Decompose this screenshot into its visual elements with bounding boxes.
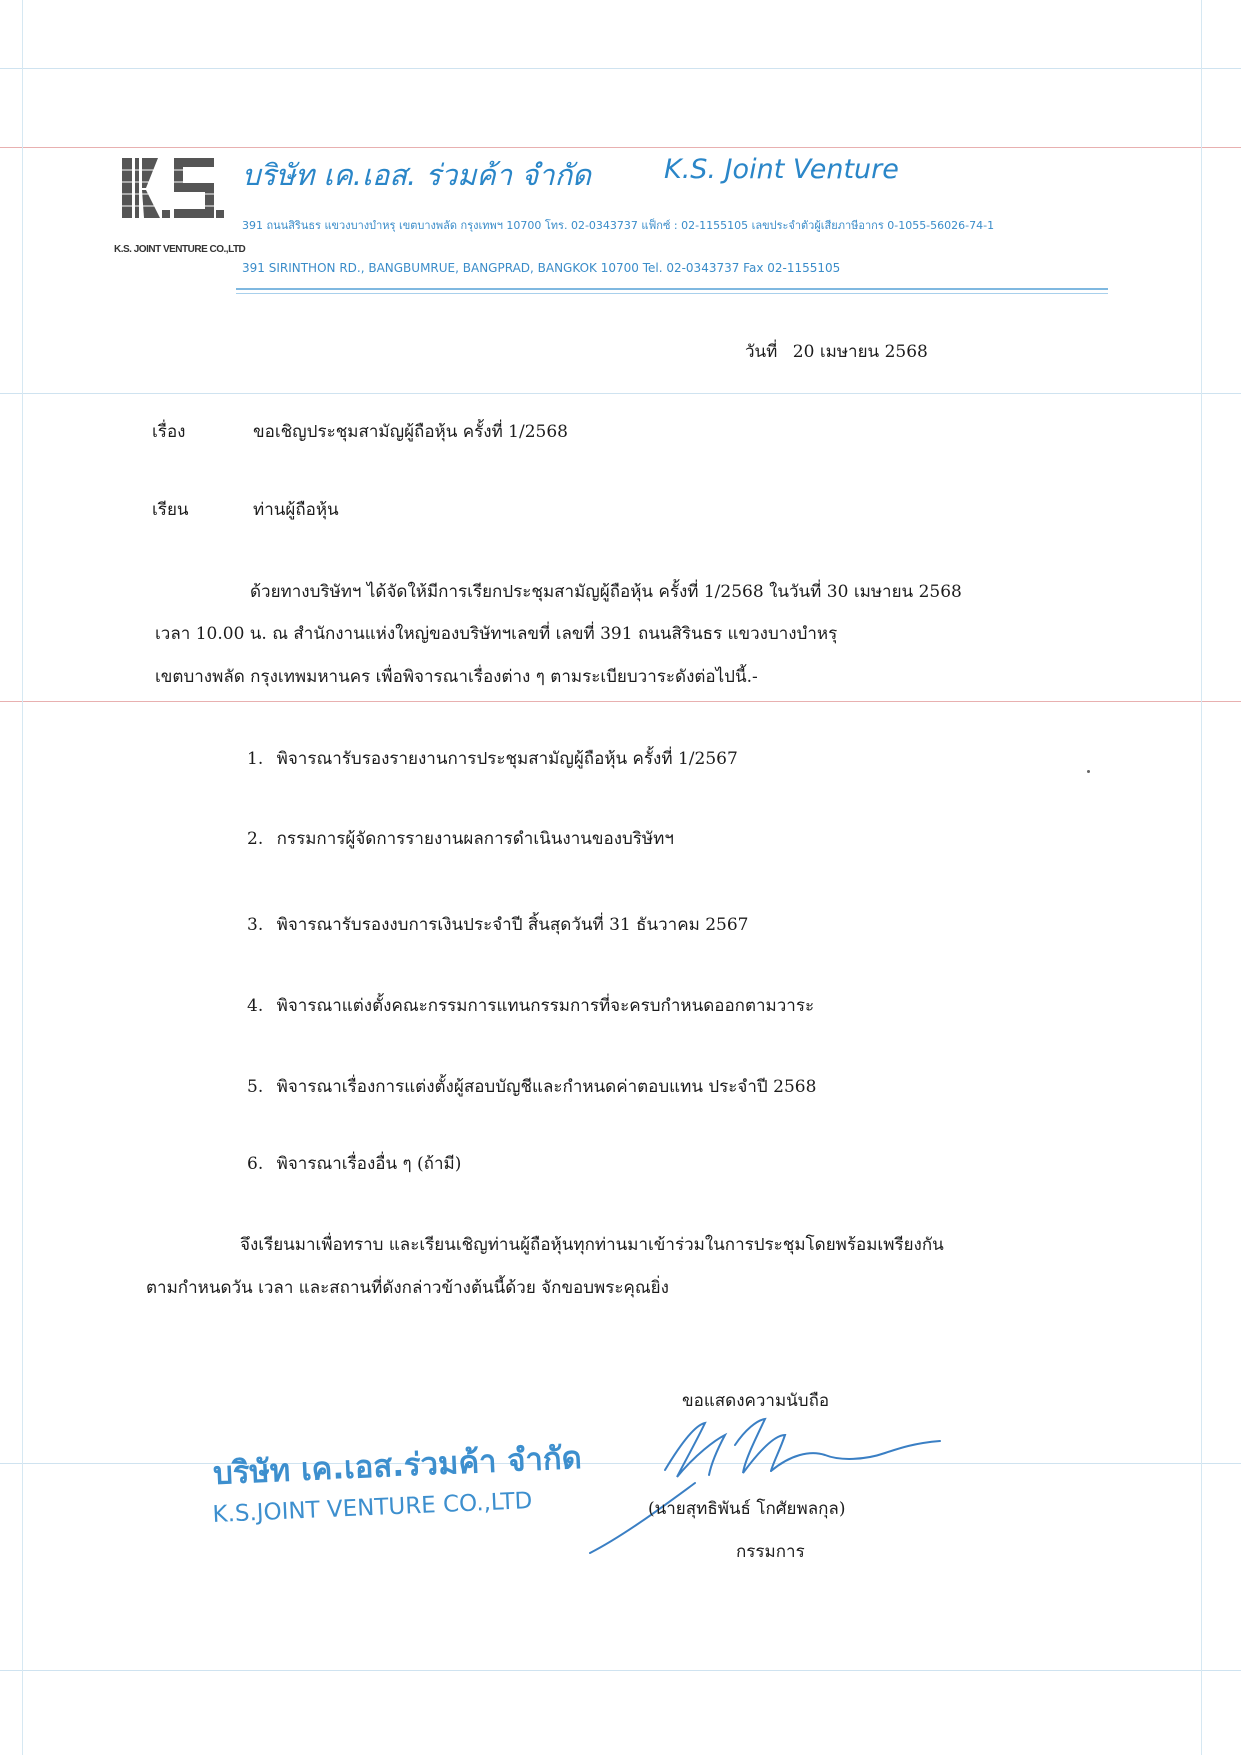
signer-title: กรรมการ <box>736 1542 805 1562</box>
scan-guide-line <box>0 393 1241 394</box>
scan-guide-line <box>1201 0 1202 1755</box>
agenda-item <box>247 1150 461 1177</box>
agenda-text: พิจารณารับรองรายงานการประชุมสามัญผู้ถือหุ้น ครั้งที่ 1/2567 <box>276 749 738 769</box>
address-en: 391 SIRINTHON RD., BANGBUMRUE, BANGPRAD, BANGKOK 10700 Tel. 02-0343737 Fax 02-1155105 <box>242 261 841 275</box>
closing-line: ตามกำหนดวัน เวลา และสถานที่ดังกล่าวข้างต้นนี้ด้วย จักขอบพระคุณยิ่ง <box>146 1278 669 1298</box>
agenda-number: 4. <box>247 996 264 1016</box>
agenda-item <box>247 745 738 772</box>
agenda-number: 6. <box>247 1154 264 1174</box>
stamp-line-th: บริษัท เค.เอส.ร่วมค้า จำกัด <box>212 1439 583 1492</box>
company-stamp <box>212 1439 583 1528</box>
ks-logo-icon <box>118 150 228 230</box>
stamp-line-en: K.S.JOINT VENTURE CO.,LTD <box>212 1488 533 1528</box>
intro-line: ด้วยทางบริษัทฯ ได้จัดให้มีการเรียกประชุมสามัญผู้ถือหุ้น ครั้งที่ 1/2568 ในวันที่ 30 เมษายน 2568 <box>250 582 962 602</box>
agenda-number: 1. <box>247 749 264 769</box>
agenda-number: 2. <box>247 829 264 849</box>
intro-line: เวลา 10.00 น. ณ สำนักงานแห่งใหญ่ของบริษัทฯเลขที่ เลขที่ 391 ถนนสิรินธร แขวงบางบำหรุ <box>155 624 838 644</box>
agenda-text: พิจารณาแต่งตั้งคณะกรรมการแทนกรรมการที่จะครบกำหนดออกตามวาระ <box>276 996 815 1016</box>
scan-guide-line <box>0 68 1241 69</box>
agenda-item <box>247 992 814 1019</box>
agenda-item <box>247 825 674 852</box>
scan-speck <box>1087 770 1090 773</box>
signer-name: (นายสุทธิพันธ์ โกศัยพลกุล) <box>648 1499 846 1519</box>
scan-guide-line <box>22 0 23 1755</box>
scan-guide-line <box>0 701 1241 702</box>
regards: ขอแสดงความนับถือ <box>682 1391 830 1411</box>
agenda-item <box>247 1073 816 1100</box>
subject-text: ขอเชิญประชุมสามัญผู้ถือหุ้น ครั้งที่ 1/2568 <box>253 422 568 442</box>
agenda-text: พิจารณาเรื่องอื่น ๆ (ถ้ามี) <box>276 1154 462 1174</box>
intro-line: เขตบางพลัด กรุงเทพมหานคร เพื่อพิจารณาเรื่องต่าง ๆ ตามระเบียบวาระดังต่อไปนี้.- <box>155 667 758 687</box>
agenda-text: พิจารณาเรื่องการแต่งตั้งผู้สอบบัญชีและกำหนดค่าตอบแทน ประจำปี 2568 <box>276 1077 817 1097</box>
agenda-text: พิจารณารับรองงบการเงินประจำปี สิ้นสุดวันที่ 31 ธันวาคม 2567 <box>276 915 749 935</box>
agenda-number: 5. <box>247 1077 264 1097</box>
agenda-number: 3. <box>247 915 264 935</box>
company-name-th: บริษัท เค.เอส. ร่วมค้า จำกัด <box>242 158 591 192</box>
scan-guide-line <box>0 147 1241 148</box>
company-name-en: K.S. Joint Venture <box>664 154 899 185</box>
agenda-text: กรรมการผู้จัดการรายงานผลการดำเนินงานของบริษัทฯ <box>276 829 674 849</box>
date-value: 20 เมษายน 2568 <box>792 342 928 362</box>
logo-caption: K.S. JOINT VENTURE CO.,LTD <box>114 244 246 255</box>
date-label: วันที่ <box>745 342 778 362</box>
letterhead <box>114 150 1118 300</box>
company-logo <box>114 150 246 255</box>
salutation-label: เรียน <box>152 500 189 520</box>
agenda-item <box>247 911 748 938</box>
closing-line: จึงเรียนมาเพื่อทราบ และเรียนเชิญท่านผู้ถือหุ้นทุกท่านมาเข้าร่วมในการประชุมโดยพร้อมเพรียงกัน <box>240 1235 944 1255</box>
address-th: 391 ถนนสิรินธร แขวงบางบำหรุ เขตบางพลัด กรุงเทพฯ 10700 โทร. 02-0343737 แฟ็กซ์ : 02-1155105 เลขประจำตัวผู้เสียภาษีอากร 0-1055-56026-74-1 <box>242 219 995 232</box>
letterhead-divider <box>236 288 1108 294</box>
subject-label: เรื่อง <box>152 422 186 442</box>
date-line <box>745 338 928 365</box>
handwritten-signature <box>585 1405 945 1555</box>
salutation-text: ท่านผู้ถือหุ้น <box>253 500 339 520</box>
scan-guide-line <box>0 1670 1241 1671</box>
